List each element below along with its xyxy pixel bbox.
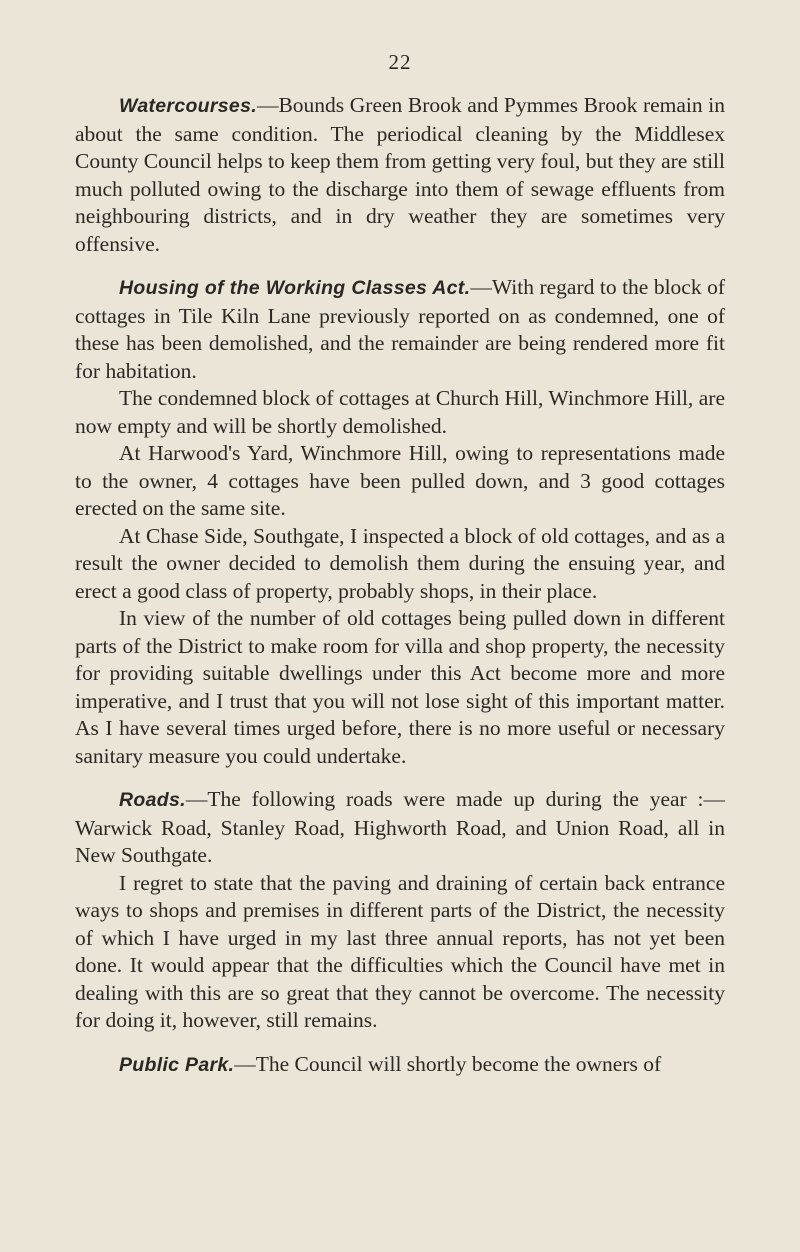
paragraph-text: At Harwood's Yard, Winchmore Hill, owing to representations made to the owner, 4 cottages have been pulled down, and 3 good cottages erected on the same site. xyxy=(75,441,725,520)
paragraph-public-park xyxy=(75,1051,725,1080)
paragraph-harwoods-yard xyxy=(75,440,725,523)
paragraph-text: —The Council will shortly become the owners of xyxy=(234,1051,662,1076)
section-heading: Roads. xyxy=(119,789,186,811)
page-number: 22 xyxy=(388,50,412,74)
paragraph-text: —With regard to the block of cottages in Tile Kiln Lane previously reported on as condemned, one of these has been demolished, and the remainder are being rendered more fit for habitation. xyxy=(75,275,726,383)
paragraph-watercourses xyxy=(75,92,725,258)
paragraph-text: I regret to state that the paving and draining of certain back entrance ways to shops and premises in different parts of the District, the necessity of which I have urged in my last three annual reports, has not yet been done. It would appear that the difficulties which the Council have met in dealing with this are so great that they cannot be overcome. The necessity for doing it, however, still remains. xyxy=(75,870,725,1032)
body-text xyxy=(75,92,725,1079)
paragraph-paving xyxy=(75,870,725,1035)
paragraph-church-hill xyxy=(75,385,725,440)
section-heading: Watercourses. xyxy=(119,95,257,117)
section-heading: Public Park. xyxy=(119,1053,235,1076)
section-heading: Housing of the Working Classes Act. xyxy=(119,277,471,299)
paragraph-text: The condemned block of cottages at Church Hill, Winchmore Hill, are now empty and will be shortly demolished. xyxy=(75,386,725,438)
paragraph-dwellings xyxy=(75,605,725,770)
paragraph-text: —Bounds Green Brook and Pymmes Brook remain in about the same condition. The periodical cleaning by the Middlesex County Council helps to keep them from getting very foul, but they are still much polluted owing to the discharge into them of sewage effluents from neighbouring districts, and in dry weather they are sometimes very offensive. xyxy=(75,93,725,256)
paragraph-housing xyxy=(75,274,725,385)
paragraph-text: In view of the number of old cottages being pulled down in different parts of the District to make room for villa and shop property, the necessity for providing suitable dwellings under this Act become more and more imperative, and I trust that you will not lose sight of this important matter. As I have several times urged before, there is no more useful or necessary sanitary measure you could undertake. xyxy=(75,606,725,768)
paragraph-roads xyxy=(75,786,725,870)
paragraph-text: At Chase Side, Southgate, I inspected a block of old cottages, and as a result the owner decided to demolish them during the ensuing year, and erect a good class of property, probably shops, in their place. xyxy=(75,523,725,603)
paragraph-chase-side xyxy=(75,523,725,606)
paragraph-text: —The following roads were made up during the year :— Warwick Road, Stanley Road, Highworth Road, and Union Road, all in New Southgate. xyxy=(75,787,725,867)
